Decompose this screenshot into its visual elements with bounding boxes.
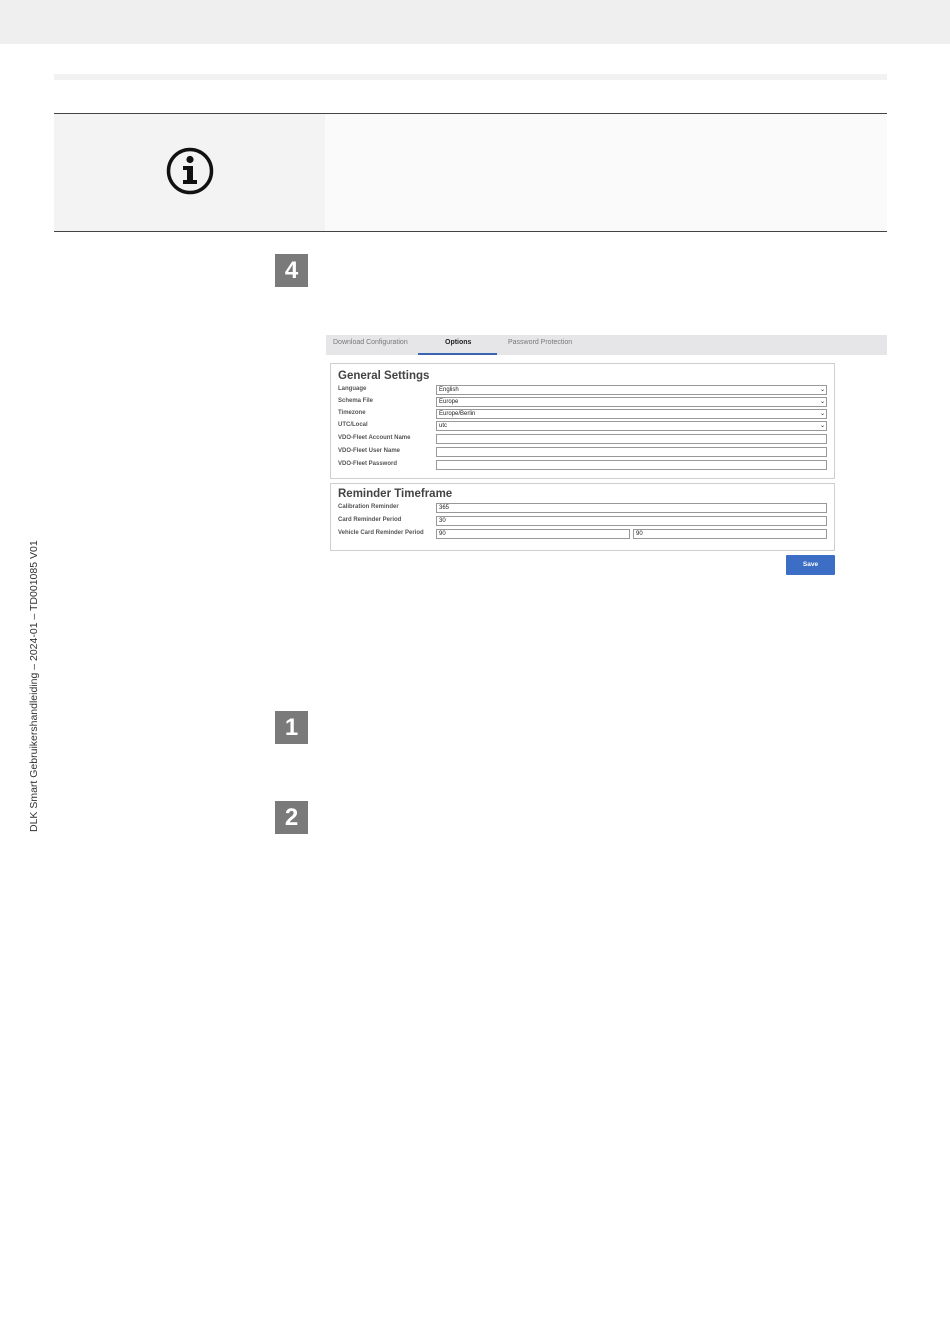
schema-file-select[interactable]: Europe ⌄	[436, 397, 827, 407]
chevron-down-icon: ⌄	[819, 423, 825, 429]
step-badge: 1	[275, 711, 308, 744]
reminder-timeframe-panel	[330, 483, 835, 551]
chevron-down-icon: ⌄	[819, 387, 825, 393]
card-reminder-period-label: Card Reminder Period	[338, 517, 402, 523]
header-rule	[54, 74, 887, 80]
tab-bar	[326, 335, 887, 355]
info-icon-cell	[54, 114, 325, 231]
tab-password-protection[interactable]: Password Protection	[508, 339, 573, 346]
timezone-label: Timezone	[338, 410, 366, 416]
tab-options[interactable]: Options	[445, 339, 472, 346]
general-settings-title: General Settings	[338, 370, 430, 382]
schema-file-label: Schema File	[338, 398, 374, 404]
language-label: Language	[338, 386, 367, 392]
calibration-reminder-input[interactable]: 365	[436, 503, 827, 513]
step-badge: 4	[275, 254, 308, 287]
vehicle-card-reminder-period-input-2[interactable]: 90	[633, 529, 827, 539]
utc-local-select[interactable]: utc ⌄	[436, 421, 827, 431]
chevron-down-icon: ⌄	[819, 411, 825, 417]
top-bar	[0, 0, 950, 44]
vdo-fleet-account-name-label: VDO-Fleet Account Name	[338, 435, 411, 441]
options-screenshot	[326, 335, 887, 580]
general-settings-panel	[330, 363, 835, 479]
info-text-cell	[325, 114, 887, 231]
calibration-reminder-label: Calibration Reminder	[338, 504, 399, 510]
utc-local-label: UTC/Local	[338, 422, 368, 428]
vdo-fleet-account-name-input[interactable]	[436, 434, 827, 444]
chevron-down-icon: ⌄	[819, 399, 825, 405]
reminder-timeframe-title: Reminder Timeframe	[338, 488, 453, 500]
tab-download-configuration[interactable]: Download Configuration	[333, 339, 408, 346]
save-button[interactable]: Save	[786, 555, 835, 575]
card-reminder-period-input[interactable]: 30	[436, 516, 827, 526]
vdo-fleet-user-name-label: VDO-Fleet User Name	[338, 448, 401, 454]
vdo-fleet-user-name-input[interactable]	[436, 447, 827, 457]
language-select[interactable]: English ⌄	[436, 385, 827, 395]
info-box	[54, 113, 887, 232]
vehicle-card-reminder-period-input-1[interactable]: 90	[436, 529, 630, 539]
vdo-fleet-password-input[interactable]	[436, 460, 827, 470]
timezone-select[interactable]: Europe/Berlin ⌄	[436, 409, 827, 419]
vehicle-card-reminder-period-label: Vehicle Card Reminder Period	[338, 530, 424, 536]
step-badge: 2	[275, 801, 308, 834]
active-tab-indicator	[418, 353, 497, 355]
info-icon	[166, 147, 214, 195]
vdo-fleet-password-label: VDO-Fleet Password	[338, 461, 398, 467]
document-footer-text: DLK Smart Gebruikershandleiding – 2024-01 – TD001085 V01	[28, 540, 40, 832]
